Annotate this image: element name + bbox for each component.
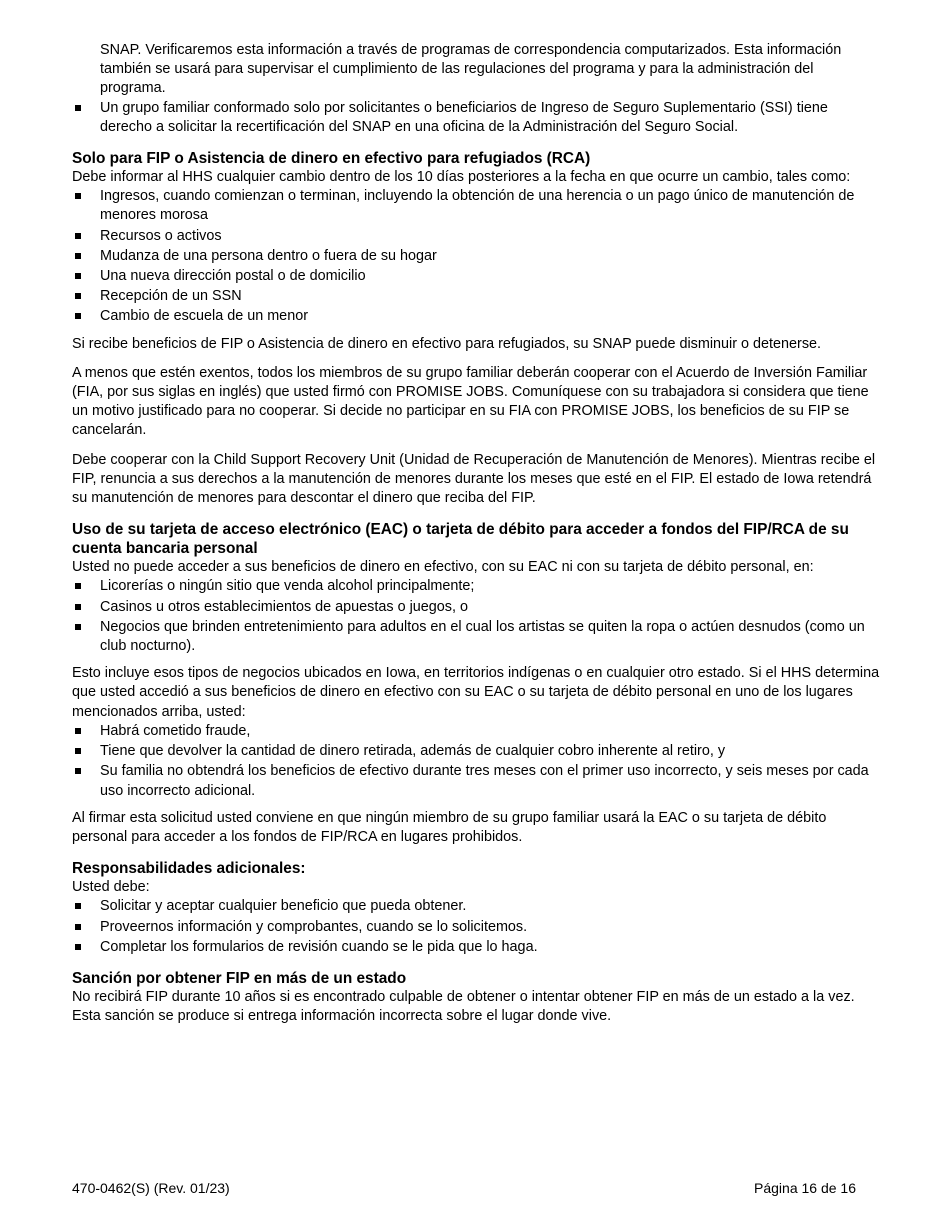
list-item: Recepción de un SSN [72,287,880,306]
eac-heading: Uso de su tarjeta de acceso electrónico (EAC) o tarjeta de débito para acceder a fondos del FIP/RCA de su cuenta bancaria personal [72,521,849,558]
fip-rca-intro: Debe informar al HHS cualquier cambio dentro de los 10 días posteriores a la fecha en que ocurre un cambio, tales como: [72,169,851,186]
fia-paragraph: A menos que estén exentos, todos los miembros de su grupo familiar deberán cooperar con el Acuerdo de Inversión Familiar (FIA, por sus siglas en inglés) que usted firmó con PROMISE JOBS. Comuníquese con su trabajadora si considera que tiene un motivo justificado para no cooperar. Si decide no participar en su FIA con PROMISE JOBS, los beneficios de su FIP se cancelarán. [72,364,869,439]
eac-scope-paragraph: Esto incluye esos tipos de negocios ubicados en Iowa, en territorios indígenas o en cualquier otro estado. Si el HHS determina que usted accedió a sus beneficios de dinero en efectivo con su EAC o su tarjeta de débito personal en uno de los lugares mencionados arriba, usted: [72,665,880,720]
bullet-icon [75,105,81,111]
eac-intro: Usted no puede acceder a sus beneficios de dinero en efectivo, con su EAC ni con su tarjeta de débito personal, en: [72,559,814,576]
bullet-icon [75,624,81,630]
fip-rca-change-list [72,187,880,326]
bullet-icon [75,903,81,909]
list-item: Mudanza de una persona dentro o fuera de su hogar [72,247,880,266]
consequences-list [72,722,880,801]
fip-rca-heading: Solo para FIP o Asistencia de dinero en efectivo para refugiados (RCA) [72,150,591,168]
list-item: Proveernos información y comprobantes, cuando se lo solicitemos. [72,918,880,937]
continuation-paragraph: SNAP. Verificaremos esta información a través de programas de correspondencia computarizados. Esta información también se usará para supervisar el cumplimiento de las regulaciones del programa y para la administración del programa. [100,42,842,97]
bullet-icon [75,233,81,239]
list-item: Una nueva dirección postal o de domicilio [72,267,880,286]
list-item: Ingresos, cuando comienzan o terminan, incluyendo la obtención de una herencia o un pago único de manutención de menores morosa [72,187,880,225]
bullet-icon [75,768,81,774]
list-item: Negocios que brinden entretenimiento para adultos en el cual los artistas se quiten la ropa o actúen desnudos (como un club nocturno). [72,618,880,656]
list-item: Su familia no obtendrá los beneficios de efectivo durante tres meses con el primer uso incorrecto, y seis meses por cada uso incorrecto adicional. [72,762,880,800]
eac-agreement-paragraph: Al firmar esta solicitud usted conviene en que ningún miembro de su grupo familiar usará la EAC o su tarjeta de débito personal para acceder a los fondos de FIP/RCA en lugares prohibidos. [72,809,827,845]
bullet-icon [75,944,81,950]
bullet-icon [75,293,81,299]
list-item: Completar los formularios de revisión cuando se le pida que lo haga. [72,938,880,957]
responsibilities-intro: Usted debe: [72,879,150,896]
bullet-icon [75,924,81,930]
sanction-heading: Sanción por obtener FIP en más de un estado [72,969,407,987]
bullet-icon [75,728,81,734]
child-support-paragraph: Debe cooperar con la Child Support Recovery Unit (Unidad de Recuperación de Manutención de Menores). Mientras recibe el FIP, renuncia a sus derechos a la manutención de menores durante los meses que esté en el FIP. El estado de Iowa retendrá su manutención de menores para descontar el dinero que reciba del FIP. [72,451,876,507]
list-item: Cambio de escuela de un menor [72,307,880,326]
ssi-list [72,99,880,137]
responsibilities-list [72,897,880,957]
list-item: Tiene que devolver la cantidad de dinero retirada, además de cualquier cobro inherente al retiro, y [72,742,880,761]
page-number: Página 16 de 16 [754,1180,856,1196]
bullet-icon [75,273,81,279]
bullet-icon [75,193,81,199]
bullet-icon [75,313,81,319]
list-item: Solicitar y aceptar cualquier beneficio que pueda obtener. [72,897,880,916]
form-number: 470-0462(S) (Rev. 01/23) [72,1180,230,1196]
fip-snap-paragraph: Si recibe beneficios de FIP o Asistencia de dinero en efectivo para refugiados, su SNAP puede disminuir o detenerse. [72,335,822,352]
document-page [72,41,880,1026]
responsibilities-heading: Responsabilidades adicionales: [72,860,306,878]
sanction-paragraph: No recibirá FIP durante 10 años si es encontrado culpable de obtener o intentar obtener FIP en más de un estado a la vez. Esta sanción se produce si entrega información incorrecta sobre el lugar donde vive. [72,988,855,1025]
list-item: Habrá cometido fraude, [72,722,880,741]
prohibited-places-list [72,577,880,656]
list-item: Recursos o activos [72,227,880,246]
bullet-icon [75,253,81,259]
bullet-icon [75,604,81,610]
bullet-icon [75,748,81,754]
list-item: Un grupo familiar conformado solo por solicitantes o beneficiarios de Ingreso de Seguro Suplementario (SSI) tiene derecho a solicitar la recertificación del SNAP en una oficina de la Administración del Seguro Social. [72,99,880,137]
list-item: Licorerías o ningún sitio que venda alcohol principalmente; [72,577,880,596]
bullet-icon [75,583,81,589]
list-item: Casinos u otros establecimientos de apuestas o juegos, o [72,598,880,617]
